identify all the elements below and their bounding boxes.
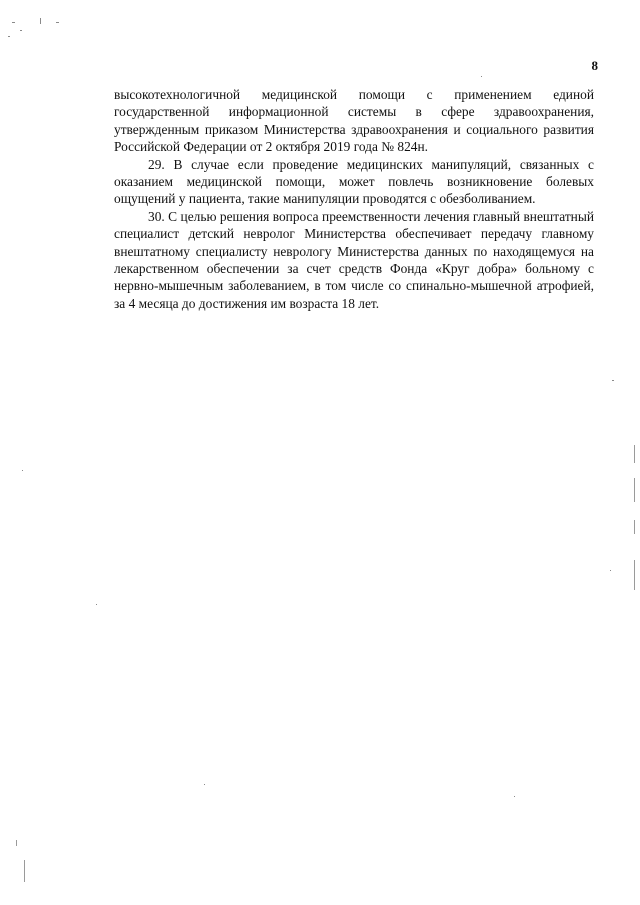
document-body <box>114 86 594 312</box>
scan-speck <box>22 470 23 471</box>
scan-speck <box>204 784 205 785</box>
scan-speck <box>40 18 41 24</box>
paragraph-28-continued: высокотехнологичной медицинской помощи с применением единой государственной информационной системы в сфере здравоохранения, утвержденным приказом Министерства здравоохранения и социального развития Российской Федерации от 2 октября 2019 года № 824н. <box>114 87 594 155</box>
scan-edge-mark <box>634 520 635 534</box>
scan-edge-mark <box>634 445 635 463</box>
scan-speck <box>12 22 15 23</box>
scan-speck <box>56 22 59 23</box>
scan-speck <box>8 36 10 37</box>
scan-edge-mark <box>24 860 25 882</box>
scan-speck <box>481 76 482 77</box>
scan-speck <box>610 570 611 571</box>
paragraph-29: 29. В случае если проведение медицинских манипуляций, связанных с оказанием медицинской помощи, может повлечь возникновение болевых ощущений у пациента, такие манипуляции проводятся с обезболиванием. <box>114 156 594 207</box>
scan-edge-mark <box>16 840 17 846</box>
scan-speck <box>20 30 22 31</box>
scan-speck <box>514 796 515 797</box>
page-number: 8 <box>591 58 598 73</box>
scan-speck <box>96 604 97 605</box>
paragraph-30: 30. С целью решения вопроса преемственности лечения главный внештатный специалист детский невролог Министерства обеспечивает передачу главному внештатному специалисту неврологу Министерства данных по находящемуся на лекарственном обеспечении за счет средств Фонда «Круг добра» больному с нервно-мышечным заболеванием, в том числе со спинально-мышечной атрофией, за 4 месяца до достижения им возраста 18 лет. <box>114 208 594 311</box>
scan-edge-mark <box>634 560 635 590</box>
scan-edge-mark <box>634 478 635 502</box>
scan-speck <box>612 380 614 381</box>
